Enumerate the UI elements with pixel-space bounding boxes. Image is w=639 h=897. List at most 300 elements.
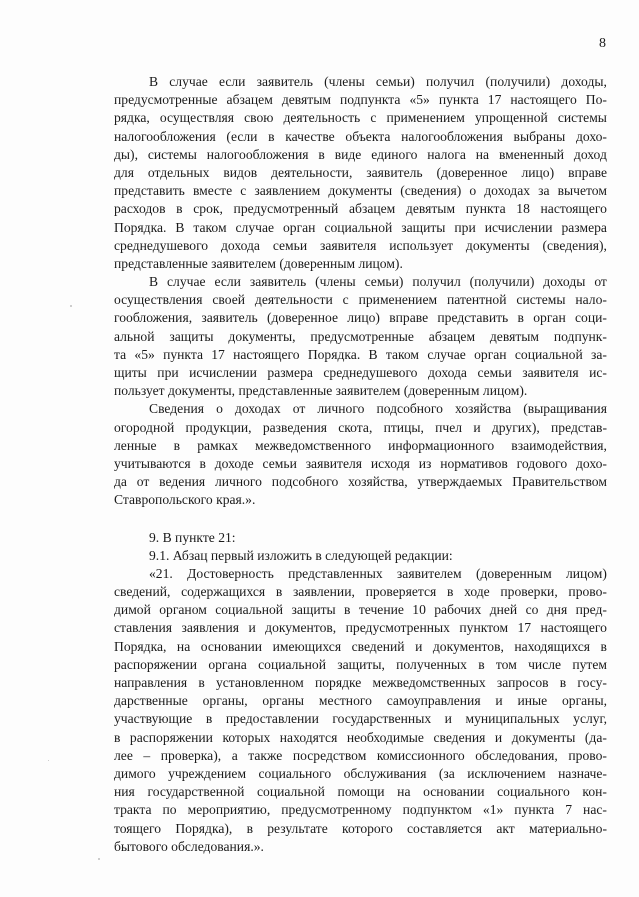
word: пользует документы, представленные заявителем (доверенным лицом). [114,383,528,399]
word: дней [489,602,518,618]
word: соци- [575,310,607,326]
word: размера [561,219,607,235]
word: (доверенное [436,164,508,180]
word: проверяется [365,584,437,600]
text-line [114,638,607,656]
word: участвующие [114,711,193,727]
word: также [248,747,283,763]
word: налогообложения [206,146,309,162]
word: других), [491,419,540,435]
word: в [268,128,275,144]
word: дохода [220,237,260,253]
word: налогообложения [401,128,503,144]
word: 9. В пункте 21: [149,529,236,545]
word: «5» [409,92,430,108]
word: помощи [337,784,385,800]
word: свою [244,110,274,126]
word: органы, [561,693,607,709]
word: случае [235,219,275,235]
word: путем [572,656,607,672]
paragraph-point-21 [114,565,607,856]
word: ведения [159,474,206,490]
heading-item-9-1 [114,547,607,565]
word: представленные заявителем (доверенным лицом). [114,255,403,271]
word: и [248,620,256,636]
page-number: 8 [599,36,606,51]
word: орган [533,310,566,326]
word: документов, [432,638,504,654]
word: виде [334,146,362,162]
word: в [559,675,567,690]
word: при [157,365,179,380]
word: защиты [401,219,446,235]
text-line [114,291,607,309]
word: иные [517,693,548,709]
word: В [368,346,378,362]
word: димой [114,602,151,618]
text-line [114,747,607,765]
word: подпунк- [553,328,607,344]
word: прово- [568,747,607,763]
word: подсобного [271,474,339,490]
word: назначе- [558,765,607,781]
word: защиты [169,328,214,344]
word: исчислении [189,365,257,380]
word: защиты [291,602,336,618]
word: учитываются [114,455,191,471]
word: заявления [181,620,239,636]
word: таком [385,346,420,362]
word: получил [412,274,461,290]
word: девятым [281,92,331,108]
word: заявитель [256,74,313,89]
word: дарственные [114,693,188,709]
word: семьи [272,237,308,253]
word: документы [465,237,530,253]
scan-speck [70,305,72,307]
word: пред- [575,602,607,618]
word: с [240,183,247,199]
word: документы [511,729,576,745]
word: «21. [149,565,173,581]
word: вправе [568,164,607,180]
text-line [114,529,607,547]
word: на [176,638,191,654]
word: пункта [438,92,479,108]
word: в [318,146,325,162]
word: государственных [332,711,432,727]
word: находятся [279,729,338,745]
word: о [469,183,477,199]
word: в [344,602,351,618]
word: заявлением [254,183,321,199]
text-line [114,583,607,601]
word: проверка), [160,747,222,763]
word: упрощенной [475,110,548,126]
word: документы [328,183,393,199]
word: если [214,274,241,290]
word: подпункта [339,92,401,108]
word: альной [114,328,155,344]
word: межведомственного [255,437,372,453]
word: органы [262,693,305,709]
word: представить [114,183,185,199]
word: от [292,401,306,417]
word: обслуживания [343,765,427,781]
text-line [114,838,607,856]
scan-speck [48,760,49,761]
text-line [114,601,607,619]
word: комиссионного [376,747,465,763]
word: скота, [338,419,373,435]
word: самоуправления [386,693,481,709]
word: семьи) [375,74,415,89]
word: составляется [407,820,483,836]
word: заявителя [305,455,363,471]
word: деятельность [283,110,361,126]
text-line [114,491,607,509]
word: (выращивания [523,401,607,417]
word: исключением [467,765,546,781]
word: девятым [405,201,456,217]
paragraph-simplified-tax [114,73,607,273]
word: срок, [193,201,223,217]
text-line [114,565,607,583]
word: предусмотренные [310,328,414,344]
word: абзацем [226,92,273,108]
word: ходе [464,584,490,600]
word: от [594,274,607,290]
word: доход [573,146,607,162]
word: вместе [192,183,233,199]
text-line [114,73,607,91]
word: заявитель [201,310,258,326]
word: доходе [214,455,254,471]
word: дня [546,602,568,618]
text-line [114,729,607,747]
word: в [114,729,121,745]
word: основании [423,784,485,800]
word: основании [200,638,263,654]
word: гообложения, [114,310,193,326]
word: расходов [114,201,166,217]
word: пчел [435,419,463,435]
heading-item-9 [114,529,607,547]
word: материально- [529,820,607,836]
text-line [114,820,607,838]
word: в [275,584,283,600]
word: органы, [202,693,248,709]
word: разведения [262,419,327,435]
word: 17 [487,92,502,108]
word: нас- [583,802,607,818]
word: услуг, [573,711,607,727]
word: системы [147,146,197,162]
word: том [495,656,517,672]
word: государственной [147,784,245,800]
text-line [114,710,607,728]
word: качестве [285,128,335,144]
word: отдельных [147,164,210,180]
word: документы, [228,328,296,344]
word: среднедушевого [323,365,418,380]
word: (сведения) [400,183,462,199]
document-body [114,73,607,856]
word: с [342,292,349,308]
word: представленных [288,565,383,581]
text-line [114,473,607,491]
word: заявитель [249,274,307,290]
word: и [444,711,452,727]
word: от [136,474,150,490]
word: социальной [514,346,583,362]
word: рядка, [114,110,150,126]
word: которых [222,729,271,745]
word: случае [169,74,208,89]
word: доходах [484,183,531,199]
word: «5» [134,346,155,362]
word: Достоверность [187,565,274,581]
paragraph-patent-tax [114,273,607,400]
word: в [173,437,181,453]
word: (сведения), [542,237,607,253]
word: заявителем [396,565,462,581]
word: (если [226,128,258,144]
word: хозяйства [454,401,512,417]
word: объекта [345,128,391,144]
word: органом [159,602,207,618]
word: из [418,455,432,471]
word: своей [212,292,246,308]
word: лее [114,747,133,763]
word: документов, [265,620,337,636]
word: находящихся [514,638,591,654]
word: тракта [114,802,152,818]
word: социальной [257,784,325,800]
word: имеющихся [272,638,342,654]
word: результате [267,820,328,836]
word: взаимодействия, [511,437,607,453]
word: щиты [114,365,147,380]
word: семьи) [364,274,404,290]
word: лицо) [347,310,380,326]
word: а [231,747,238,763]
word: для [114,164,134,180]
word: социальной [324,219,393,235]
word: предусмотренных [345,620,450,636]
word: рабочих [434,602,482,618]
word: рамках [197,437,238,453]
word: информационного [388,437,495,453]
word: акт [496,820,515,836]
word: хозяйства, [348,474,408,490]
word: доходах [234,401,281,417]
word: тоящего [114,820,162,836]
text-line [114,783,607,801]
word: осуществляя [159,110,235,126]
word: вычетом [557,183,607,199]
paragraph-gap [114,510,607,529]
word: доходы, [561,74,607,89]
word: вправе [389,310,429,326]
word: нало- [575,292,607,308]
word: если [218,74,246,89]
word: семьи [477,365,512,380]
word: дохо- [575,455,607,471]
word: (получили) [469,274,535,290]
word: деятельности, [271,164,353,180]
paragraph-subsidiary-farm [114,400,607,509]
word: в [517,310,524,326]
word: ис- [589,365,607,380]
text-line [114,364,607,382]
word: запросов [496,675,549,690]
word: 9.1. Абзац первый изложить в следующей редакции: [149,547,453,563]
word: сведений [351,638,405,654]
word: содержащихся [181,584,266,600]
word: (да- [584,729,607,745]
word: (доверенным [475,565,552,581]
text-line [114,328,607,346]
word: орган [282,219,316,235]
word: Порядка. [114,219,167,235]
word: продукции, [185,419,252,435]
word: В [175,219,185,235]
word: и [495,693,503,709]
text-line [114,400,607,418]
text-line [114,91,607,109]
word: подсобного [376,401,443,417]
word: видов [223,164,258,180]
word: посредством [292,747,367,763]
word: В [149,74,159,89]
word: Порядка. [307,346,361,362]
text-line [114,419,607,437]
word: (получили) [485,74,551,89]
word: предусмотренный [233,201,339,217]
word: местного [318,693,372,709]
text-line [114,382,607,400]
text-line [114,200,607,218]
word: бытового обследования.». [114,838,264,854]
word: настоящего [540,201,607,217]
scan-speck [98,858,100,860]
word: сведения [433,729,486,745]
word: орган [474,346,507,362]
word: налога [427,146,466,162]
word: в [199,455,206,471]
word: таком [193,219,227,235]
word: абзацем [349,201,396,217]
word: личного [214,474,262,490]
word: в [246,820,253,836]
word: заявитель [366,164,423,180]
word: пункта [163,346,203,362]
word: порядке [314,675,362,690]
word: димого [114,765,156,781]
word: в [446,584,454,600]
word: В [149,274,159,290]
word: да [114,474,127,490]
word: проверки, [500,584,558,600]
word: исходя [370,455,410,471]
word: вмененный [498,146,565,162]
text-line [114,547,607,565]
text-line [114,674,607,692]
word: (за [438,765,455,781]
word: полученных [396,656,467,672]
word: и [494,729,503,745]
word: системы [516,292,566,308]
text-line [114,692,607,710]
word: осуществления [114,292,203,308]
word: исчислении [484,219,553,235]
word: муниципальных [465,711,560,727]
word: в [198,675,205,690]
word: Порядка, [114,638,167,654]
word: необходимые [346,729,424,745]
word: годового [516,455,568,471]
word: учреждением [168,765,247,781]
word: лицом) [565,565,607,581]
word: предусмотренному [281,802,392,818]
word: предусмотренные [114,92,218,108]
word: предоставлении [225,711,319,727]
word: настоящего [540,620,607,636]
word: 10 [412,602,426,618]
word: о [216,401,223,417]
word: единого [371,146,418,162]
word: пункта [465,201,506,217]
word: размера [267,365,313,380]
text-line [114,219,607,237]
word: (члены [324,74,365,89]
word: выбраны [513,128,566,144]
word: лицо) [521,164,555,180]
word: налогообложения [114,128,216,144]
word: деятельности [254,292,333,308]
word: дохо- [575,128,607,144]
word: заявителя [522,365,579,380]
word: распоряжении [114,656,198,672]
word: получил [425,74,475,89]
word: кон- [582,784,607,800]
word: межведомственных [372,675,486,690]
text-line [114,237,607,255]
word: ды), [114,146,138,162]
word: заявлении, [292,584,355,600]
word: ленные [114,437,157,453]
word: мероприятию, [187,802,271,818]
word: доходы [543,274,586,290]
word: патентной [447,292,507,308]
word: применением [386,110,465,126]
word: прово- [568,584,607,600]
word: абзацем [428,328,476,344]
word: в [205,711,213,727]
word: установленном [215,675,304,690]
word: в [600,638,607,654]
word: подпунктом [402,802,472,818]
word: госу- [577,675,607,690]
word: на [475,146,490,162]
word: семьи [262,455,297,471]
word: со [525,602,539,618]
word: личного [317,401,365,417]
word: в [478,656,485,672]
word: 17 [211,346,225,362]
word: – [143,747,151,763]
